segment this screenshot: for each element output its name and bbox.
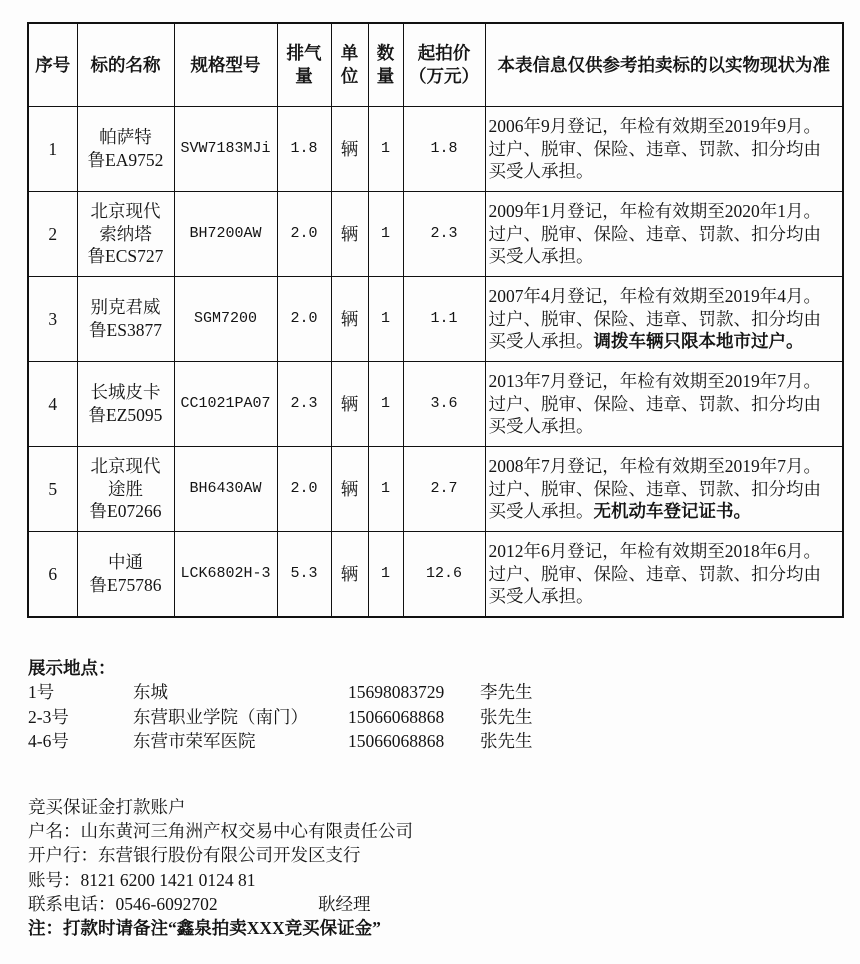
header-note: 本表信息仅供参考拍卖标的以实物现状为准 [485, 23, 843, 107]
liability-info: 过户、脱审、保险、违章、罚款、扣分均由买受人承担。 [488, 563, 821, 607]
bank-label: 开户行： [28, 845, 98, 866]
item-name-line: 途胜 [108, 478, 143, 499]
starting-price-cell [403, 532, 485, 618]
quantity-cell [368, 192, 403, 277]
vehicle-note [489, 115, 829, 183]
model-number: SGM7200 [193, 309, 257, 327]
liability-info: 过户、脱审、保险、违章、罚款、扣分均由买受人承担。 [488, 308, 821, 352]
item-name-cell [77, 192, 174, 277]
starting-price: 2.7 [430, 479, 458, 497]
item-name-line: 北京现代 [90, 455, 161, 476]
account-number: 8121 6200 1421 0124 81 [80, 869, 256, 890]
displacement-cell [277, 362, 331, 447]
lot-number-cell [28, 192, 77, 277]
quantity: 1 [380, 309, 390, 327]
unit-cell [331, 532, 368, 618]
lot-range: 1号 [28, 682, 55, 702]
display-place: 东城 [133, 682, 168, 702]
quantity-cell [368, 447, 403, 532]
model-number-cell [174, 107, 277, 192]
unit: 辆 [340, 563, 359, 584]
displacement-cell [277, 192, 331, 277]
auction-table-body [28, 107, 843, 618]
table-row [28, 532, 843, 618]
table-header-row [28, 23, 843, 107]
item-name-line: 长城皮卡 [90, 382, 161, 403]
header-starting-price: 起拍价 （万元） [403, 23, 485, 107]
starting-price-cell [403, 277, 485, 362]
lot-number-cell [28, 277, 77, 362]
account-number-label: 账号： [28, 869, 81, 890]
quantity: 1 [380, 224, 390, 242]
quantity: 1 [380, 479, 390, 497]
auction-items-table [27, 22, 844, 618]
item-name-cell [77, 277, 174, 362]
model-number-cell [174, 277, 277, 362]
model-number-cell [174, 362, 277, 447]
vehicle-note [489, 455, 829, 523]
liability-info: 过户、脱审、保险、违章、罚款、扣分均由买受人承担。 [488, 478, 821, 522]
lot-number: 5 [48, 478, 58, 499]
lot-number-cell [28, 532, 77, 618]
liability-info: 过户、脱审、保险、违章、罚款、扣分均由买受人承担。 [488, 138, 821, 182]
contact-person: 张先生 [480, 731, 533, 751]
bank-name: 东营银行股份有限公司开发区支行 [98, 845, 361, 866]
vehicle-note [489, 285, 829, 353]
displacement: 2.0 [290, 224, 318, 242]
registration-info: 2013年7月登记，年检有效期至2019年7月。 [488, 371, 821, 392]
item-name-line: 中通 [108, 552, 143, 573]
starting-price: 1.8 [430, 139, 458, 157]
license-plate: 鲁E07266 [89, 501, 162, 522]
item-name-line: 别克君威 [90, 297, 161, 318]
liability-info: 过户、脱审、保险、违章、罚款、扣分均由买受人承担。 [488, 223, 821, 267]
model-number: LCK6802H-3 [180, 564, 271, 582]
quantity: 1 [380, 394, 390, 412]
display-location-title: 展示地点： [28, 658, 116, 678]
license-plate: 鲁ECS727 [87, 246, 164, 267]
display-location-row [28, 705, 628, 730]
item-name-cell [77, 532, 174, 618]
lot-number: 6 [48, 563, 58, 584]
quantity-cell [368, 362, 403, 447]
liability-info: 过户、脱审、保险、违章、罚款、扣分均由买受人承担。 [488, 393, 821, 437]
account-name: 山东黄河三角洲产权交易中心有限责任公司 [80, 821, 413, 842]
displacement: 5.3 [290, 564, 318, 582]
registration-info: 2008年7月登记，年检有效期至2019年7月。 [488, 456, 821, 477]
starting-price: 3.6 [430, 394, 458, 412]
item-name-cell [77, 447, 174, 532]
quantity-cell [368, 532, 403, 618]
unit: 辆 [340, 393, 359, 414]
unit-cell [331, 107, 368, 192]
starting-price: 1.1 [430, 309, 458, 327]
quantity-cell [368, 277, 403, 362]
model-number: BH7200AW [189, 224, 262, 242]
lot-number-cell [28, 107, 77, 192]
deposit-account-section [28, 795, 728, 940]
displacement-cell [277, 447, 331, 532]
license-plate: 鲁EA9752 [87, 150, 164, 170]
model-number: SVW7183MJi [180, 139, 271, 157]
lot-number: 2 [48, 223, 58, 244]
item-name-cell [77, 362, 174, 447]
display-location-list [28, 680, 628, 754]
unit: 辆 [340, 308, 359, 329]
header-quantity: 数 量 [368, 23, 403, 107]
deposit-title: 竞买保证金打款账户 [28, 797, 186, 817]
displacement: 1.8 [290, 139, 318, 157]
displacement: 2.0 [290, 309, 318, 327]
display-location-row [28, 680, 628, 705]
displacement: 2.3 [290, 394, 318, 412]
quantity: 1 [380, 564, 390, 582]
contact-person: 李先生 [480, 682, 533, 702]
starting-price-cell [403, 107, 485, 192]
registration-info: 2006年9月登记，年检有效期至2019年9月。 [488, 116, 821, 137]
table-row [28, 192, 843, 277]
lot-number-cell [28, 362, 77, 447]
lot-number: 4 [48, 393, 58, 414]
model-number: BH6430AW [189, 479, 262, 497]
account-name-label: 户名： [28, 821, 81, 842]
starting-price-cell [403, 362, 485, 447]
registration-info: 2009年1月登记，年检有效期至2020年1月。 [488, 201, 821, 222]
unit: 辆 [340, 223, 359, 244]
license-plate: 鲁EZ5095 [88, 405, 163, 425]
license-plate: 鲁ES3877 [89, 320, 162, 340]
quantity: 1 [380, 139, 390, 157]
item-name-line: 北京现代 [90, 200, 161, 221]
header-model: 规格型号 [174, 23, 277, 107]
starting-price-cell [403, 192, 485, 277]
bank-line [28, 843, 728, 867]
displacement-cell [277, 107, 331, 192]
starting-price: 2.3 [430, 224, 458, 242]
vehicle-note [489, 370, 829, 438]
lot-number: 1 [48, 138, 58, 159]
lot-number: 3 [48, 308, 58, 329]
account-number-line [28, 868, 728, 892]
starting-price: 12.6 [425, 564, 462, 582]
item-name-cell [77, 107, 174, 192]
unit: 辆 [340, 478, 359, 499]
unit-cell [331, 362, 368, 447]
unit-cell [331, 277, 368, 362]
model-number: CC1021PA07 [180, 394, 271, 412]
table-row [28, 362, 843, 447]
payment-remark: 注：打款时请备注“鑫泉拍卖XXX竞买保证金” [28, 917, 381, 938]
vehicle-note [489, 540, 829, 608]
display-location-row [28, 729, 628, 754]
starting-price-cell [403, 447, 485, 532]
displacement-cell [277, 277, 331, 362]
header-displacement: 排气 量 [277, 23, 331, 107]
display-place: 东营职业学院（南门） [133, 706, 308, 727]
contact-person: 张先生 [480, 706, 533, 727]
contact-phone: 15066068868 [348, 731, 445, 751]
contact-phone: 0546-6092702 [115, 893, 218, 914]
table-row [28, 447, 843, 532]
note-cell [485, 532, 843, 618]
model-number-cell [174, 532, 277, 618]
displacement: 2.0 [290, 479, 318, 497]
note-cell [485, 107, 843, 192]
model-number-cell [174, 447, 277, 532]
lot-number-cell [28, 447, 77, 532]
note-cell [485, 277, 843, 362]
vehicle-note [489, 200, 829, 268]
header-unit: 单 位 [331, 23, 368, 107]
lot-range: 4-6号 [28, 731, 69, 751]
unit-cell [331, 192, 368, 277]
registration-info: 2012年6月登记，年检有效期至2018年6月。 [488, 541, 821, 562]
registration-info: 2007年4月登记，年检有效期至2019年4月。 [488, 286, 821, 307]
contact-person: 耿经理 [318, 893, 371, 914]
note-cell [485, 447, 843, 532]
special-condition: 调拨车辆只限本地市过户。 [593, 331, 804, 352]
model-number-cell [174, 192, 277, 277]
table-row [28, 277, 843, 362]
unit: 辆 [340, 138, 359, 159]
note-cell [485, 362, 843, 447]
special-condition: 无机动车登记证书。 [593, 501, 751, 522]
displacement-cell [277, 532, 331, 618]
item-name-line: 帕萨特 [99, 127, 152, 148]
unit-cell [331, 447, 368, 532]
contact-phone: 15066068868 [348, 706, 445, 727]
contact-phone-line [28, 892, 728, 916]
item-name-line: 索纳塔 [99, 223, 152, 244]
quantity-cell [368, 107, 403, 192]
display-place: 东营市荣军医院 [133, 731, 256, 751]
account-name-line [28, 819, 728, 843]
contact-phone-label: 联系电话： [28, 893, 116, 914]
lot-range: 2-3号 [28, 706, 69, 727]
contact-phone: 15698083729 [348, 682, 445, 702]
note-cell [485, 192, 843, 277]
table-row [28, 107, 843, 192]
header-lot-number: 序号 [28, 23, 77, 107]
header-item-name: 标的名称 [77, 23, 174, 107]
license-plate: 鲁E75786 [89, 575, 162, 595]
